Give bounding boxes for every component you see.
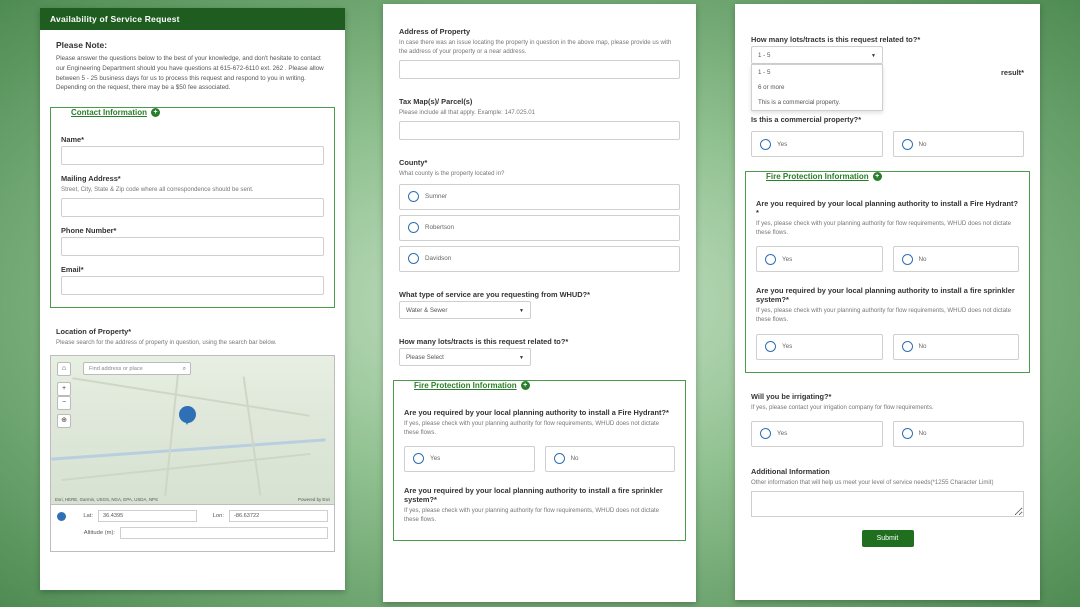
fire-hydrant-option-yes[interactable] (756, 246, 883, 272)
lon-input[interactable]: -86.63722 (229, 510, 328, 522)
result-label: result* (1000, 68, 1024, 77)
irrigation-label: Will you be irrigating?* (751, 391, 832, 401)
irrigation-options (751, 416, 1024, 447)
map-canvas[interactable] (51, 356, 334, 504)
altitude-input[interactable] (120, 527, 328, 539)
please-note-title: Please Note: (56, 40, 108, 50)
locate-icon[interactable]: ⊕ (57, 414, 71, 428)
fire-protection-fieldset (745, 171, 1030, 373)
county-label: County* (399, 158, 428, 168)
radio-icon[interactable] (760, 139, 771, 150)
radio-icon[interactable] (408, 222, 419, 233)
irrigation-hint: If yes, please contact your irrigation company for flow requirements. (751, 403, 934, 411)
fire-hydrant-hint: If yes, please check with your planning authority for flow requirements, WHUD does not dictate these flows. (756, 220, 1012, 237)
tax-map-hint: Please include all that apply. Example: 147.025.01 (399, 109, 536, 117)
service-type-label: What type of service are you requesting from WHUD?* (399, 289, 590, 299)
chevron-down-icon[interactable]: ▼ (519, 354, 524, 361)
lots-count-value: 1 - 5 (758, 52, 771, 59)
map-road-3 (164, 367, 180, 496)
map-search-input[interactable] (83, 362, 191, 375)
fire-protection-legend[interactable] (762, 172, 886, 181)
option-label: No (918, 140, 927, 148)
service-type-select[interactable] (399, 301, 531, 319)
lots-count-label: How many lots/tracts is this request related to?* (399, 336, 569, 346)
phone-number-label: Phone Number* (61, 226, 117, 236)
option-label: Yes (782, 255, 793, 263)
lots-count-label: How many lots/tracts is this request related to?* (751, 35, 921, 44)
radio-icon[interactable] (760, 428, 771, 439)
commercial-property-label: Is this a commercial property?* (751, 115, 862, 124)
coordinate-bar (50, 505, 335, 552)
county-option-label: Davidson (425, 255, 452, 263)
lat-lon-row (57, 510, 328, 522)
location-of-property-hint: Please search for the address of property in question, using the search bar below. (56, 339, 277, 347)
form-panel-middle (383, 4, 696, 602)
county-hint: What county is the property located in? (399, 170, 505, 178)
option-label: No (570, 455, 579, 463)
irrigation-option-no[interactable] (893, 421, 1025, 447)
please-note-body: Please answer the questions below to the best of your knowledge, and don't hesitate to contact our Engineering Department should you have questions at 615-672-6110 ext. 262 . Please allow between 5 - 25 business days for us to process this request and respond to you in writing. Depending on the request, there may be a $50 fee associated. (56, 55, 324, 92)
fire-protection-legend-text: Fire Protection Information (766, 172, 869, 181)
map-attribution-left: Esri, HERE, Garmin, USGS, NGA, EPA, USDA, NPS (55, 497, 158, 503)
contact-information-fieldset (50, 107, 335, 308)
pin-icon (57, 512, 66, 521)
fire-sprinkler-options (756, 329, 1019, 360)
fire-hydrant-option-no[interactable] (545, 446, 676, 472)
name-input[interactable] (61, 146, 324, 165)
option-label: No (918, 255, 927, 263)
radio-icon[interactable] (554, 453, 565, 464)
map-location-pin[interactable] (179, 406, 196, 423)
additional-information-label: Additional Information (751, 466, 830, 476)
expand-plus-icon[interactable]: + (151, 108, 160, 117)
lots-count-option-6-or-more[interactable]: 6 or more (758, 84, 785, 91)
name-label: Name* (61, 135, 85, 144)
chevron-down-icon[interactable]: ▼ (519, 307, 524, 314)
address-of-property-label: Address of Property (399, 27, 471, 36)
option-label: Yes (777, 430, 788, 438)
location-of-property-label: Location of Property* (56, 327, 132, 337)
fire-protection-legend-text: Fire Protection Information (414, 380, 517, 390)
commercial-option-yes[interactable] (751, 131, 883, 157)
radio-icon[interactable] (413, 453, 424, 464)
map-road-4 (243, 377, 262, 496)
mailing-address-label: Mailing Address* (61, 174, 121, 183)
panel-title-banner: Availability of Service Request (40, 8, 345, 30)
lots-count-dropdown-menu[interactable] (751, 64, 883, 111)
lat-input[interactable]: 36.4395 (98, 510, 197, 522)
fire-hydrant-options (756, 241, 1019, 272)
county-option-sumner[interactable] (399, 184, 680, 210)
property-map[interactable] (50, 355, 335, 505)
home-icon[interactable]: ⌂ (57, 362, 71, 376)
fire-sprinkler-option-no[interactable] (893, 334, 1020, 360)
map-search-placeholder: Find address or place (89, 366, 143, 373)
lat-label: Lat: (83, 513, 93, 520)
lots-count-select[interactable] (399, 348, 531, 366)
option-label: Yes (777, 140, 788, 148)
option-label: Yes (782, 343, 793, 351)
mailing-address-hint: Street, City, State & Zip code where all correspondence should be sent. (61, 186, 254, 193)
irrigation-option-yes[interactable] (751, 421, 883, 447)
option-label: Yes (430, 455, 441, 463)
option-label: No (918, 430, 927, 438)
lon-label: Lon: (212, 513, 224, 520)
radio-icon[interactable] (408, 191, 419, 202)
expand-plus-icon[interactable]: + (873, 172, 882, 181)
chevron-down-icon[interactable]: ▼ (871, 53, 876, 59)
email-input[interactable] (61, 276, 324, 295)
radio-icon[interactable] (902, 254, 913, 265)
lots-count-value: Please Select (406, 353, 444, 361)
fire-sprinkler-label: Are you required by your local planning authority to install a fire sprinkler system?* (404, 485, 663, 504)
map-attribution-right: Powered by Esri (298, 497, 330, 503)
fire-hydrant-label: Are you required by your local planning authority to install a Fire Hydrant?* (404, 407, 669, 417)
altitude-label: Altitude (m): (83, 530, 115, 537)
radio-icon[interactable] (902, 341, 913, 352)
radio-icon[interactable] (765, 341, 776, 352)
county-option-label: Robertson (425, 224, 455, 232)
lots-count-option-1-5[interactable]: 1 - 5 (758, 69, 771, 76)
commercial-option-no[interactable] (893, 131, 1025, 157)
county-option-label: Sumner (425, 193, 448, 201)
mailing-address-input[interactable] (61, 198, 324, 217)
fire-sprinkler-hint: If yes, please check with your planning authority for flow requirements, WHUD does not dictate these flows. (404, 506, 660, 523)
address-of-property-hint: In case there was an issue locating the property in question in the above map, please provide us with the address of your property or a near address. (399, 39, 672, 56)
contact-information-legend[interactable] (67, 108, 164, 117)
radio-icon[interactable] (902, 139, 913, 150)
search-icon[interactable]: ⌕ (182, 366, 186, 373)
zoom-in-button[interactable]: + (57, 382, 71, 396)
zoom-out-button[interactable]: − (57, 396, 71, 410)
lots-count-option-commercial[interactable]: This is a commercial property. (758, 99, 841, 106)
fire-sprinkler-hint: If yes, please check with your planning authority for flow requirements, WHUD does not dictate these flows. (756, 307, 1012, 324)
email-label: Email* (61, 265, 84, 275)
altitude-row (57, 527, 328, 539)
submit-button[interactable]: Submit (862, 530, 914, 547)
contact-information-legend-text: Contact Information (71, 108, 147, 117)
commercial-property-options (751, 126, 1024, 157)
fire-sprinkler-label: Are you required by your local planning authority to install a fire sprinkler system?* (756, 286, 1015, 305)
option-label: No (918, 343, 927, 351)
radio-icon[interactable] (408, 253, 419, 264)
lots-count-select[interactable] (751, 46, 883, 64)
form-panel-left (40, 8, 345, 590)
address-of-property-input[interactable] (399, 60, 680, 79)
fire-hydrant-option-no[interactable] (893, 246, 1020, 272)
fire-protection-legend[interactable] (410, 381, 534, 390)
tax-map-input[interactable] (399, 121, 680, 140)
phone-number-input[interactable] (61, 237, 324, 256)
service-type-value: Water & Sewer (406, 306, 448, 314)
fire-hydrant-options (404, 441, 675, 472)
radio-icon[interactable] (765, 254, 776, 265)
fire-protection-fieldset (393, 380, 686, 542)
expand-plus-icon[interactable]: + (521, 381, 530, 390)
tax-map-label: Tax Map(s)/ Parcel(s) (399, 97, 473, 107)
map-road-2 (62, 453, 311, 481)
radio-icon[interactable] (902, 428, 913, 439)
additional-information-hint: Other information that will help us meet your level of service needs(*1255 Character Limit) (751, 478, 994, 486)
fire-hydrant-hint: If yes, please check with your planning authority for flow requirements, WHUD does not dictate these flows. (404, 419, 660, 436)
form-panel-right (735, 4, 1040, 600)
fire-sprinkler-option-yes[interactable] (756, 334, 883, 360)
county-option-davidson[interactable] (399, 246, 680, 272)
fire-hydrant-label: Are you required by your local planning authority to install a Fire Hydrant?* (756, 199, 1018, 217)
fire-hydrant-option-yes[interactable] (404, 446, 535, 472)
county-option-robertson[interactable] (399, 215, 680, 241)
additional-information-textarea[interactable] (751, 491, 1024, 517)
